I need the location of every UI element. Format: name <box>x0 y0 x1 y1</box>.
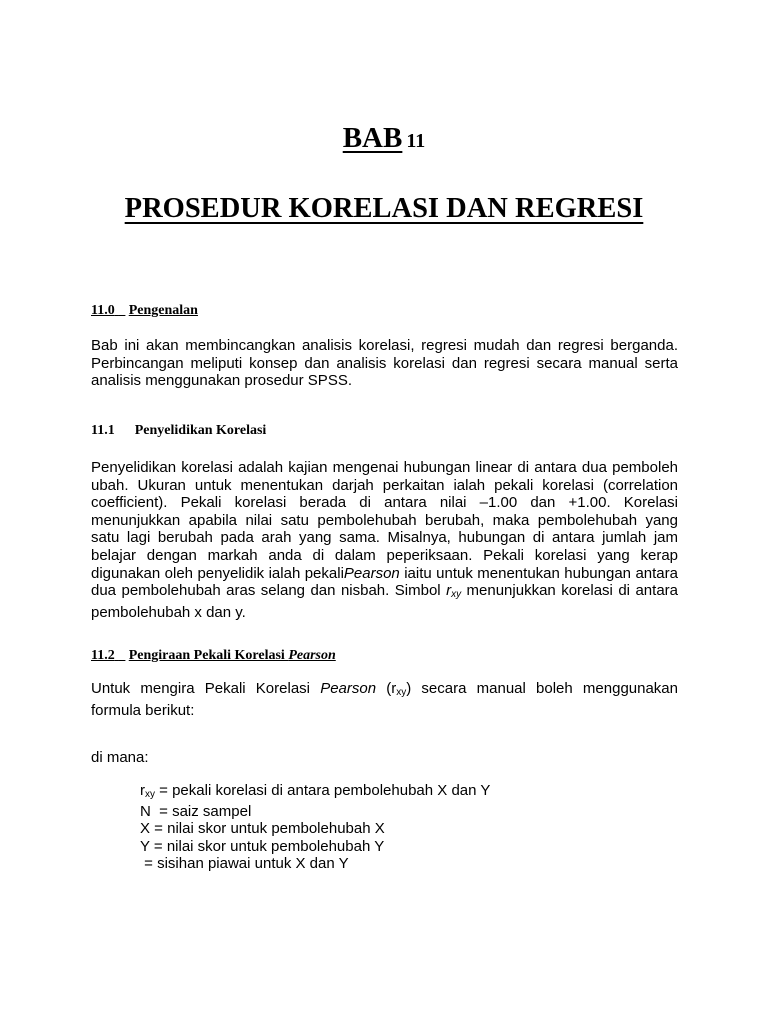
paragraph-line: analisis menggunakan prosedur SPSS. <box>91 372 352 390</box>
section-number: 11.0 <box>91 303 115 318</box>
definition-x: X = nilai skor untuk pembolehubah X <box>140 820 385 838</box>
formula-intro-paragraph <box>91 680 678 719</box>
section-heading-11-0 <box>91 303 198 319</box>
section-heading-11-1 <box>91 423 266 439</box>
variable-definitions <box>140 782 490 872</box>
paragraph-line: ubah. Ukuran untuk menentukan darjah perkaitan ialah pekali korelasi (correlation <box>91 476 678 494</box>
definition-rxy: $r_{xy}$ = pekali korelasi di antara pembolehubah X dan Y <box>140 782 491 800</box>
section-number: 11.1 <box>91 423 115 438</box>
paragraph-line: dua pembolehubah aras selang dan nisbah. Simbol $r_{xy}$ menunjukkan korelasi di antara <box>91 582 679 601</box>
section-title: Pengiraan Pekali Korelasi <box>128 648 289 663</box>
section-title-italic: Pearson <box>288 648 336 663</box>
paragraph-line: coefficient). Pekali korelasi berada di antara nilai –1.00 dan +1.00. Korelasi <box>91 494 678 512</box>
section-separator: _ <box>118 303 126 318</box>
paragraph-line: formula berikut: <box>91 701 195 719</box>
chapter-heading <box>0 122 768 155</box>
chapter-label: BAB <box>342 122 403 154</box>
paragraph-line: Bab ini akan membincangkan analisis korelasi, regresi mudah dan regresi berganda. <box>91 337 678 354</box>
correlation-paragraph <box>91 459 678 621</box>
section-number: 11.2 <box>91 648 115 663</box>
where-label: di mana: <box>91 749 149 766</box>
paragraph-line: digunakan oleh penyelidik ialah pekaliPearson iaitu untuk menentukan hubungan antara <box>91 564 678 582</box>
paragraph-line: satu lagi berubah pada arah yang sama. Misalnya, hubungan di antara jumlah jam <box>91 529 678 547</box>
paragraph-line: menunjukkan apabila nilai satu pembolehubah berubah, maka pembolehubah yang <box>91 511 678 529</box>
definition-y: Y = nilai skor untuk pembolehubah Y <box>140 837 385 855</box>
paragraph-line: belajar dengan markah anda di dalam peperiksaan. Pekali korelasi yang kerap <box>91 546 678 564</box>
definition-n: N = saiz sampel <box>140 803 252 821</box>
intro-paragraph <box>91 337 678 390</box>
section-separator: _ <box>118 648 126 663</box>
section-title: Penyelidikan Korelasi <box>134 423 267 438</box>
definition-std-dev: = sisihan piawai untuk X dan Y <box>140 854 349 872</box>
chapter-number: 11 <box>406 130 426 152</box>
paragraph-line: Untuk mengira Pekali Korelasi Pearson $(r_{xy})$ secara manual boleh menggunakan <box>91 680 678 698</box>
chapter-title: PROSEDUR KORELASI DAN REGRESI <box>124 193 644 224</box>
paragraph-line: Penyelidikan korelasi adalah kajian mengenai hubungan linear di antara dua pemboleh <box>91 459 678 476</box>
paragraph-line: Perbincangan meliputi konsep dan analisis korelasi dan regresi secara manual serta <box>91 354 678 372</box>
section-title: Pengenalan <box>128 303 198 318</box>
section-heading-11-2 <box>91 648 336 664</box>
paragraph-line: pembolehubah x dan y. <box>91 603 246 621</box>
rxy-symbol: r <box>446 582 452 600</box>
